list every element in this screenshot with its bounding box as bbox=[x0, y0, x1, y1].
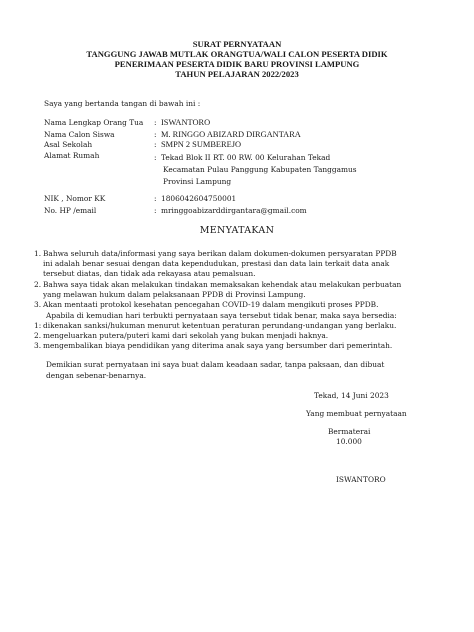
stamp-label: Bermaterai bbox=[328, 427, 371, 436]
item-line: yang melawan hukum dalam pelaksanaan PPDB di Provinsi Lampung. bbox=[43, 290, 306, 299]
field-value-address-3: Provinsi Lampung bbox=[163, 177, 232, 186]
closing-line: Demikian surat pernyataan ini saya buat dalam keadaan sadar, tanpa paksaan, dan dibuat bbox=[46, 360, 385, 369]
place-date: Tekad, 14 Juni 2023 bbox=[314, 391, 389, 400]
item-line: tersebut diatas, dan tidak ada rekayasa atau pemalsuan. bbox=[43, 269, 256, 278]
field-label-parent: Nama Lengkap Orang Tua bbox=[44, 118, 144, 127]
doc-subtitle-1: TANGGUNG JAWAB MUTLAK ORANGTUA/WALI CALON PESERTA DIDIK bbox=[86, 49, 388, 59]
field-label-address: Alamat Rumah bbox=[44, 151, 100, 160]
item-line: Akan mentaati protokol kesehatan pencegahan COVID-19 dalam mengikuti proses PPDB. bbox=[43, 300, 379, 309]
consequence-text: dikenakan sanksi/hukuman menurut ketentuan peraturan perundang-undangan yang berlaku. bbox=[43, 321, 397, 330]
field-value-address-2: Kecamatan Pulau Panggung Kabupaten Tanggamus bbox=[163, 165, 357, 174]
consequence-number: 1: bbox=[34, 321, 42, 330]
field-label-nik: NIK , Nomor KK bbox=[44, 194, 106, 203]
consequence-text: mengeluarkan putera/puteri kami dari sekolah yang bukan menjadi haknya. bbox=[43, 331, 329, 340]
item-number: 1. bbox=[34, 249, 42, 258]
field-colon: : bbox=[154, 130, 157, 139]
field-value-school: SMPN 2 SUMBEREJO bbox=[161, 140, 242, 149]
item-line: Bahwa saya tidak akan melakukan tindakan memaksakan kehendak atau melakukan perbuatan bbox=[43, 280, 402, 289]
field-label-school: Asal Sekolah bbox=[44, 140, 93, 149]
declares-heading: MENYATAKAN bbox=[199, 225, 275, 236]
consequence-number: 3. bbox=[34, 341, 42, 350]
field-colon: : bbox=[154, 140, 157, 149]
item-line: Bahwa seluruh data/informasi yang saya berikan dalam dokumen-dokumen persyaratan PPDB bbox=[43, 249, 397, 258]
consequence-number: 2. bbox=[34, 331, 42, 340]
closing-line: dengan sebenar-benarnya. bbox=[46, 371, 147, 380]
field-value-nik: 1806042604750001 bbox=[161, 194, 237, 203]
field-value-student: M. RINGGO ABIZARD DIRGANTARA bbox=[161, 130, 301, 139]
consequence-text: mengembalikan biaya pendidikan yang diterima anak saya yang bersumber dari pemerintah. bbox=[43, 341, 393, 350]
consequence-intro: Apabila di kemudian hari terbukti pernyataan saya tersebut tidak benar, maka saya bersedia: bbox=[46, 311, 397, 320]
field-value-address-1: Tekad Blok II RT. 00 RW. 00 Kelurahan Tekad bbox=[161, 153, 331, 162]
stamp-value: 10.000 bbox=[336, 437, 362, 446]
doc-subtitle-2: PENERIMAAN PESERTA DIDIK BARU PROVINSI LAMPUNG bbox=[114, 59, 360, 69]
field-label-contact: No. HP /email bbox=[44, 206, 97, 215]
item-line: ini adalah benar sesuai dengan data kependudukan, prestasi dan data lain terkait data anak bbox=[43, 259, 390, 268]
signer-caption: Yang membuat pernyataan bbox=[306, 409, 407, 418]
doc-subtitle-3: TAHUN PELAJARAN 2022/2023 bbox=[175, 69, 299, 79]
signer-name: ISWANTORO bbox=[336, 475, 386, 484]
field-colon: : bbox=[154, 118, 157, 127]
intro-text: Saya yang bertanda tangan di bawah ini : bbox=[44, 99, 201, 108]
field-colon: : bbox=[154, 153, 157, 162]
doc-title: SURAT PERNYATAAN bbox=[192, 39, 282, 49]
item-number: 3. bbox=[34, 300, 42, 309]
field-value-parent: ISWANTORO bbox=[161, 118, 211, 127]
item-number: 2. bbox=[34, 280, 42, 289]
field-colon: : bbox=[154, 194, 157, 203]
field-label-student: Nama Calon Siswa bbox=[44, 130, 115, 139]
field-value-contact: mringgoabizarddirgantara@gmail.com bbox=[161, 206, 307, 215]
field-colon: : bbox=[154, 206, 157, 215]
